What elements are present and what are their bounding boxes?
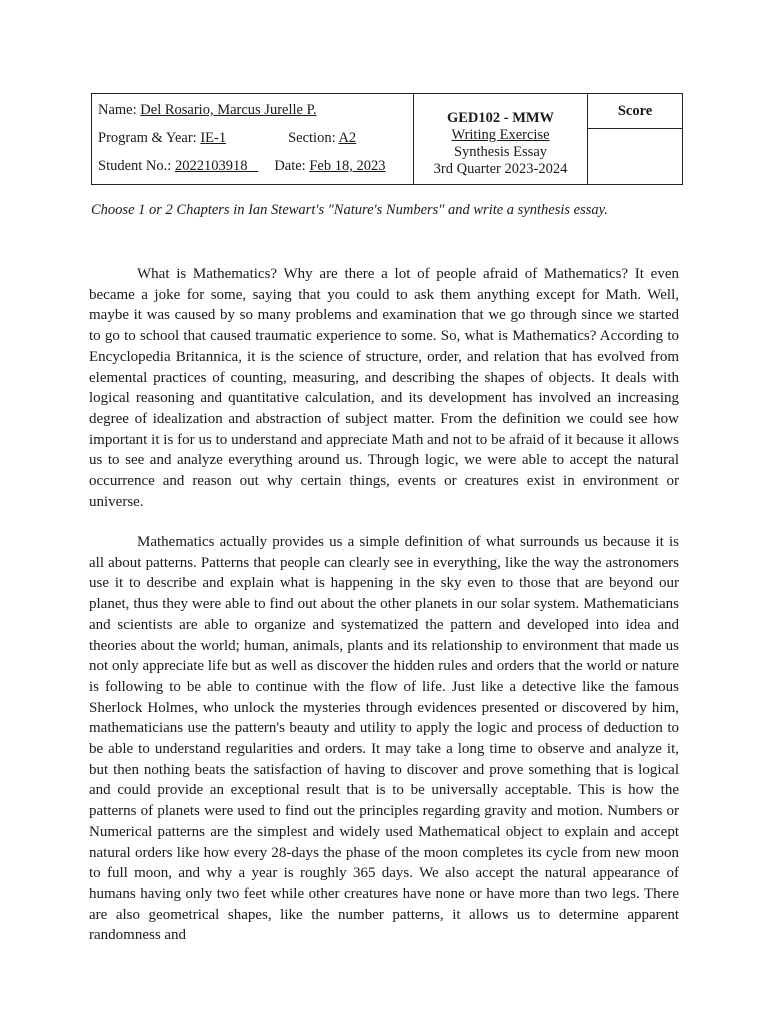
instructions: Choose 1 or 2 Chapters in Ian Stewart's "Nature's Numbers" and write a synthesis essay. [91, 202, 608, 218]
score-box [588, 129, 683, 185]
date-value: Feb 18, 2023 [309, 158, 386, 174]
student-no-row [98, 154, 413, 182]
date-label: Date: [274, 158, 306, 174]
program-value: IE-1 [200, 130, 227, 146]
course-info-cell [414, 94, 588, 185]
course-code: GED102 - MMW [446, 110, 555, 126]
section-label: Section: [288, 130, 336, 146]
name-value: Del Rosario, Marcus Jurelle P. [140, 102, 317, 118]
essay-paragraph-1-block [89, 264, 679, 512]
essay-paragraph-2-block [89, 532, 679, 946]
score-label-cell [588, 94, 683, 129]
term: 3rd Quarter 2023-2024 [433, 161, 568, 177]
student-no-value: 2022103918 [174, 158, 248, 174]
section-value: A2 [338, 130, 357, 146]
program-label: Program & Year: [98, 130, 197, 146]
essay-paragraph-1: What is Mathematics? Why are there a lot of people afraid of Mathematics? It even became a joke for some, saying that you could to ask them anything except for Math. Well, maybe it was caused by so many problems and examination that we go through since we started to go to school that caused traumatic experience to some. So, what is Mathematics? According to Encyclopedia Britannica, it is the science of structure, order, and relation that has evolved from elemental practices of counting, measuring, and describing the shapes of objects. It deals with logical reasoning and quantitative calculation, and its development has involved an increasing degree of idealization and abstraction of subject matter. From the definition we could see how important it is for us to understand and appreciate Math and not to be afraid of it because it allows us to see and analyze everything around us. Through logic, we were able to accept the natural occurrence and reason out why certain things, events or creatures exist in environment or universe. [89, 266, 679, 510]
score-label: Score [617, 102, 653, 119]
essay-paragraph-2: Mathematics actually provides us a simple definition of what surrounds us because it is all about patterns. Patterns that people can clearly see in everything, like the way the astronomers use it to describe and explain what is happening in the sky even to those that are beyond our planet, thus they were able to find out about the other planets in our solar system. Mathematicians and scientists are able to organize and systematized the pattern and developed into idea and theories about the world; human, animals, plants and its relationship to environment that made us not only appreciate life but as well as discover the hidden rules and orders that the world or nature is following to be able to continue with the flow of life. Just like a detective like the famous Sherlock Holmes, who unlock the mysteries through evidences presented or discovered by him, mathematicians use the pattern's beauty and utility to apply the logic and process of deduction to be able to understand regularities and orders. It may take a long time to observe and analyze it, but then nothing beats the satisfaction of having to discover and prove something that is logical and could provide an exceptional result that is to be universally acceptable. This is how the patterns of planets were used to find out the principles regarding gravity and motion. Numbers or Numerical patterns are the simplest and widely used Mathematical object to explain and accept natural orders like how every 28-days the phase of the moon completes its cycle from new moon to full moon, and why a year is roughly 365 days. We also accept the natural appearance of humans having only two feet while other creatures have none or have more than two legs. There are also geometrical shapes, like the number patterns, it allows us to determine apparent randomness and [89, 534, 679, 944]
exercise-type: Writing Exercise [451, 127, 550, 143]
program-row [98, 126, 413, 154]
student-info-cell [92, 94, 414, 185]
header-table [91, 93, 683, 185]
name-row [98, 98, 413, 126]
name-label: Name: [98, 102, 137, 118]
student-no-label: Student No.: [98, 158, 172, 174]
essay-type: Synthesis Essay [453, 144, 548, 160]
